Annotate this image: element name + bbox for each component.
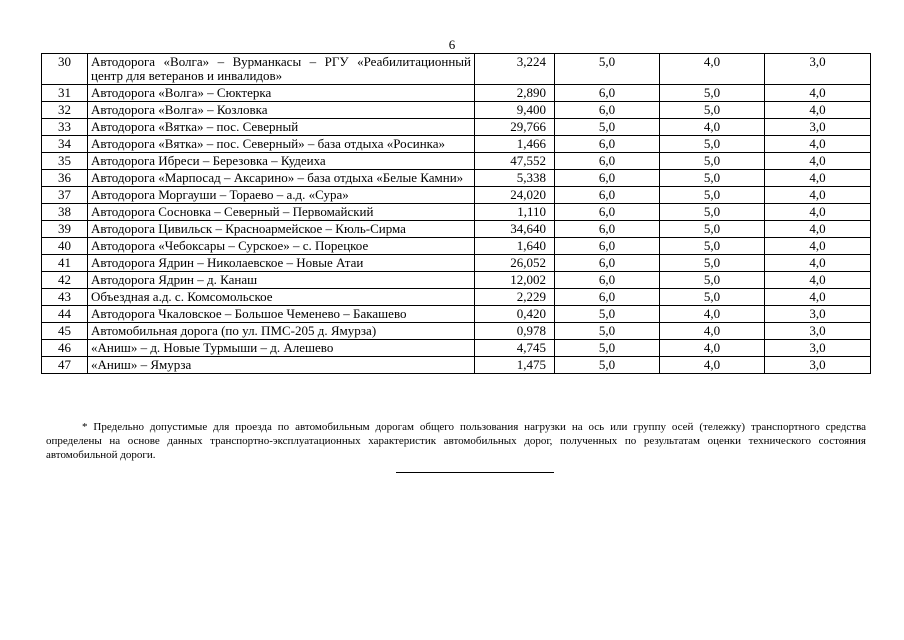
load-value-cell: 5,0 [660,187,765,204]
load-value-cell: 6,0 [555,153,660,170]
road-name-cell: Автодорога Моргауши – Тораево – а.д. «Сура» [88,187,475,204]
load-value-cell: 5,0 [660,238,765,255]
load-value-cell: 4,0 [765,153,871,170]
load-value-cell: 4,0 [765,170,871,187]
row-number-cell: 42 [42,272,88,289]
table-row [42,187,871,204]
load-value-cell: 6,0 [555,136,660,153]
table-row [42,238,871,255]
row-number-cell: 33 [42,119,88,136]
load-value-cell: 3,0 [765,54,871,85]
road-length-cell: 34,640 [475,221,555,238]
table-row [42,170,871,187]
row-number-cell: 40 [42,238,88,255]
road-length-cell: 3,224 [475,54,555,85]
row-number-cell: 41 [42,255,88,272]
load-value-cell: 6,0 [555,102,660,119]
table-row [42,54,871,85]
load-value-cell: 6,0 [555,204,660,221]
road-name-cell: Автодорога Ядрин – д. Канаш [88,272,475,289]
row-number-cell: 46 [42,340,88,357]
load-value-cell: 6,0 [555,289,660,306]
table-row [42,340,871,357]
load-value-cell: 5,0 [555,54,660,85]
page-number: 6 [448,37,456,52]
road-name-cell: Автодорога Ибреси – Березовка – Кудеиха [88,153,475,170]
table-row [42,102,871,119]
load-value-cell: 4,0 [660,54,765,85]
row-number-cell: 32 [42,102,88,119]
load-value-cell: 6,0 [555,255,660,272]
road-name-cell: Автодорога Сосновка – Северный – Первомайский [88,204,475,221]
road-length-cell: 1,466 [475,136,555,153]
row-number-cell: 35 [42,153,88,170]
table-row [42,306,871,323]
load-value-cell: 4,0 [765,102,871,119]
row-number-cell: 37 [42,187,88,204]
table-row [42,272,871,289]
table-row [42,204,871,221]
roads-table [41,53,871,374]
load-value-cell: 4,0 [660,323,765,340]
row-number-cell: 31 [42,85,88,102]
row-number-cell: 36 [42,170,88,187]
load-value-cell: 5,0 [555,323,660,340]
road-length-cell: 4,745 [475,340,555,357]
road-length-cell: 0,420 [475,306,555,323]
roads-table-body [42,54,871,374]
road-name-cell: Автодорога «Вятка» – пос. Северный» – база отдыха «Росинка» [88,136,475,153]
road-name-cell: Автодорога «Волга» – Козловка [88,102,475,119]
table-row [42,153,871,170]
road-length-cell: 1,475 [475,357,555,374]
row-number-cell: 43 [42,289,88,306]
load-value-cell: 3,0 [765,119,871,136]
table-row [42,323,871,340]
road-name-cell: Автодорога Ядрин – Николаевское – Новые Атаи [88,255,475,272]
load-value-cell: 4,0 [765,255,871,272]
load-value-cell: 5,0 [660,85,765,102]
footnote: * Предельно допустимые для проезда по автомобильным дорогам общего пользования нагрузки на ось или группу осей (тележку) транспортного средства определены на основе данных транспортно-эксплуатационных характеристик автомобильных дорог, полученных по результатам оценки технического состояния автомобильной дороги. [46,421,866,461]
road-name-cell: Автодорога «Волга» – Сюктерка [88,85,475,102]
road-name-cell: Автодорога «Чебоксары – Сурское» – с. Порецкое [88,238,475,255]
load-value-cell: 6,0 [555,187,660,204]
road-length-cell: 1,110 [475,204,555,221]
road-length-cell: 5,338 [475,170,555,187]
table-row [42,255,871,272]
load-value-cell: 4,0 [765,136,871,153]
road-name-cell: «Аниш» – д. Новые Турмыши – д. Алешево [88,340,475,357]
road-name-cell: «Аниш» – Ямурза [88,357,475,374]
table-row [42,119,871,136]
load-value-cell: 3,0 [765,323,871,340]
load-value-cell: 3,0 [765,306,871,323]
load-value-cell: 6,0 [555,85,660,102]
load-value-cell: 5,0 [660,272,765,289]
table-row [42,85,871,102]
load-value-cell: 5,0 [555,357,660,374]
road-length-cell: 12,002 [475,272,555,289]
road-length-cell: 2,890 [475,85,555,102]
table-row [42,289,871,306]
load-value-cell: 4,0 [765,187,871,204]
end-rule [396,472,554,473]
road-name-cell: Автодорога Чкаловское – Большое Чеменево – Бакашево [88,306,475,323]
road-name-cell: Автодорога «Вятка» – пос. Северный [88,119,475,136]
row-number-cell: 44 [42,306,88,323]
load-value-cell: 4,0 [765,221,871,238]
road-length-cell: 2,229 [475,289,555,306]
row-number-cell: 34 [42,136,88,153]
table-row [42,136,871,153]
load-value-cell: 5,0 [555,119,660,136]
road-length-cell: 47,552 [475,153,555,170]
load-value-cell: 4,0 [660,119,765,136]
row-number-cell: 38 [42,204,88,221]
road-name-cell: Автодорога Цивильск – Красноармейское – Кюль-Сирма [88,221,475,238]
row-number-cell: 45 [42,323,88,340]
load-value-cell: 4,0 [765,272,871,289]
load-value-cell: 5,0 [660,102,765,119]
road-name-cell: Автодорога «Марпосад – Аксарино» – база отдыха «Белые Камни» [88,170,475,187]
load-value-cell: 3,0 [765,357,871,374]
load-value-cell: 6,0 [555,238,660,255]
table-row [42,357,871,374]
load-value-cell: 6,0 [555,272,660,289]
table-row [42,221,871,238]
road-name-cell: Автодорога «Волга» – Вурманкасы – РГУ «Реабилитационный центр для ветеранов и инвалидов» [88,54,475,85]
load-value-cell: 4,0 [765,238,871,255]
load-value-cell: 5,0 [660,255,765,272]
load-value-cell: 6,0 [555,221,660,238]
load-value-cell: 5,0 [660,170,765,187]
road-name-cell: Автомобильная дорога (по ул. ПМС-205 д. Ямурза) [88,323,475,340]
load-value-cell: 4,0 [660,340,765,357]
row-number-cell: 30 [42,54,88,85]
load-value-cell: 4,0 [660,357,765,374]
load-value-cell: 5,0 [660,221,765,238]
road-length-cell: 0,978 [475,323,555,340]
load-value-cell: 3,0 [765,340,871,357]
load-value-cell: 5,0 [660,153,765,170]
road-length-cell: 26,052 [475,255,555,272]
road-name-cell: Объездная а.д. с. Комсомольское [88,289,475,306]
load-value-cell: 4,0 [765,85,871,102]
load-value-cell: 4,0 [660,306,765,323]
road-length-cell: 24,020 [475,187,555,204]
load-value-cell: 5,0 [555,306,660,323]
load-value-cell: 4,0 [765,204,871,221]
row-number-cell: 39 [42,221,88,238]
road-length-cell: 29,766 [475,119,555,136]
load-value-cell: 5,0 [660,136,765,153]
road-length-cell: 1,640 [475,238,555,255]
load-value-cell: 5,0 [660,289,765,306]
row-number-cell: 47 [42,357,88,374]
road-length-cell: 9,400 [475,102,555,119]
load-value-cell: 4,0 [765,289,871,306]
load-value-cell: 5,0 [555,340,660,357]
load-value-cell: 5,0 [660,204,765,221]
load-value-cell: 6,0 [555,170,660,187]
